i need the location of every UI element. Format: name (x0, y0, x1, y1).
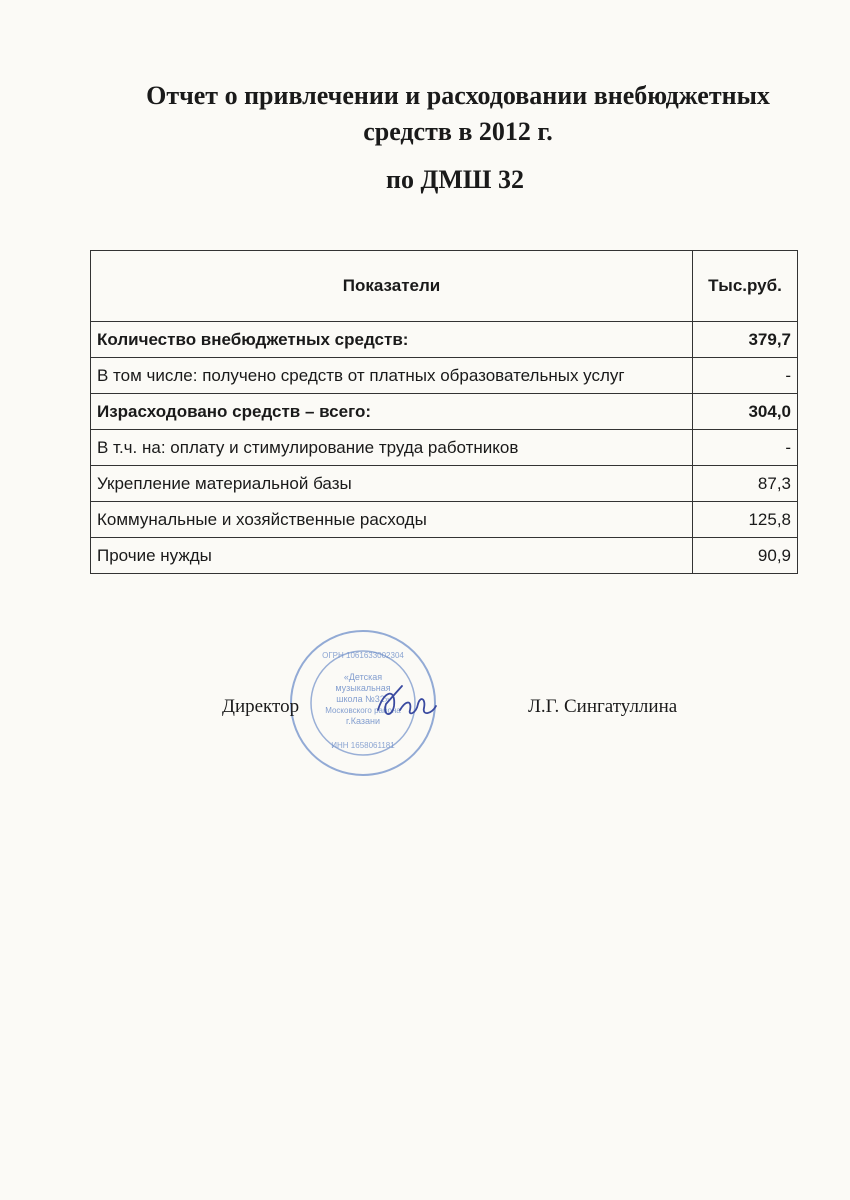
row-value: - (693, 430, 798, 466)
row-label: Количество внебюджетных средств: (91, 322, 693, 358)
stamp-line-2: музыкальная (335, 683, 391, 693)
row-label: Укрепление материальной базы (91, 466, 693, 502)
row-label: Прочие нужды (91, 538, 693, 574)
row-label: В т.ч. на: оплату и стимулирование труда работников (91, 430, 693, 466)
stamp-ogrn: ОГРН 1061633002304 (322, 651, 404, 660)
title-line-2: средств в 2012 г. (363, 117, 553, 146)
row-value: 125,8 (693, 502, 798, 538)
table-row (91, 502, 798, 538)
stamp-inn: ИНН 1658061181 (331, 741, 395, 750)
director-name: Л.Г. Сингатуллина (528, 696, 678, 717)
row-value: 87,3 (693, 466, 798, 502)
table-row (91, 322, 798, 358)
handwritten-signature (372, 680, 442, 726)
table-row (91, 358, 798, 394)
row-label: Израсходовано средств – всего: (91, 394, 693, 430)
title-line-1: Отчет о привлечении и расходовании внебюджетных (146, 81, 770, 110)
row-value: - (693, 358, 798, 394)
table-row (91, 538, 798, 574)
row-label: Коммунальные и хозяйственные расходы (91, 502, 693, 538)
row-value: 379,7 (693, 322, 798, 358)
table-row (91, 466, 798, 502)
row-value: 304,0 (693, 394, 798, 430)
table-header-row (91, 251, 798, 322)
header-value: Тыс.руб. (693, 251, 798, 322)
table-row (91, 430, 798, 466)
row-value: 90,9 (693, 538, 798, 574)
stamp-line-1: «Детская (343, 672, 383, 682)
director-label: Директор (222, 696, 300, 717)
stamp-line-4: Московского района (325, 706, 401, 715)
report-table (90, 250, 798, 574)
stamp-line-3: школа №32» (336, 694, 390, 704)
table-row (91, 394, 798, 430)
row-label: В том числе: получено средств от платных образовательных услуг (91, 358, 693, 394)
document-title (0, 78, 850, 150)
stamp-line-5: г.Казани (346, 716, 380, 726)
document-subtitle: по ДМШ 32 (386, 165, 524, 194)
header-indicators: Показатели (91, 251, 693, 322)
